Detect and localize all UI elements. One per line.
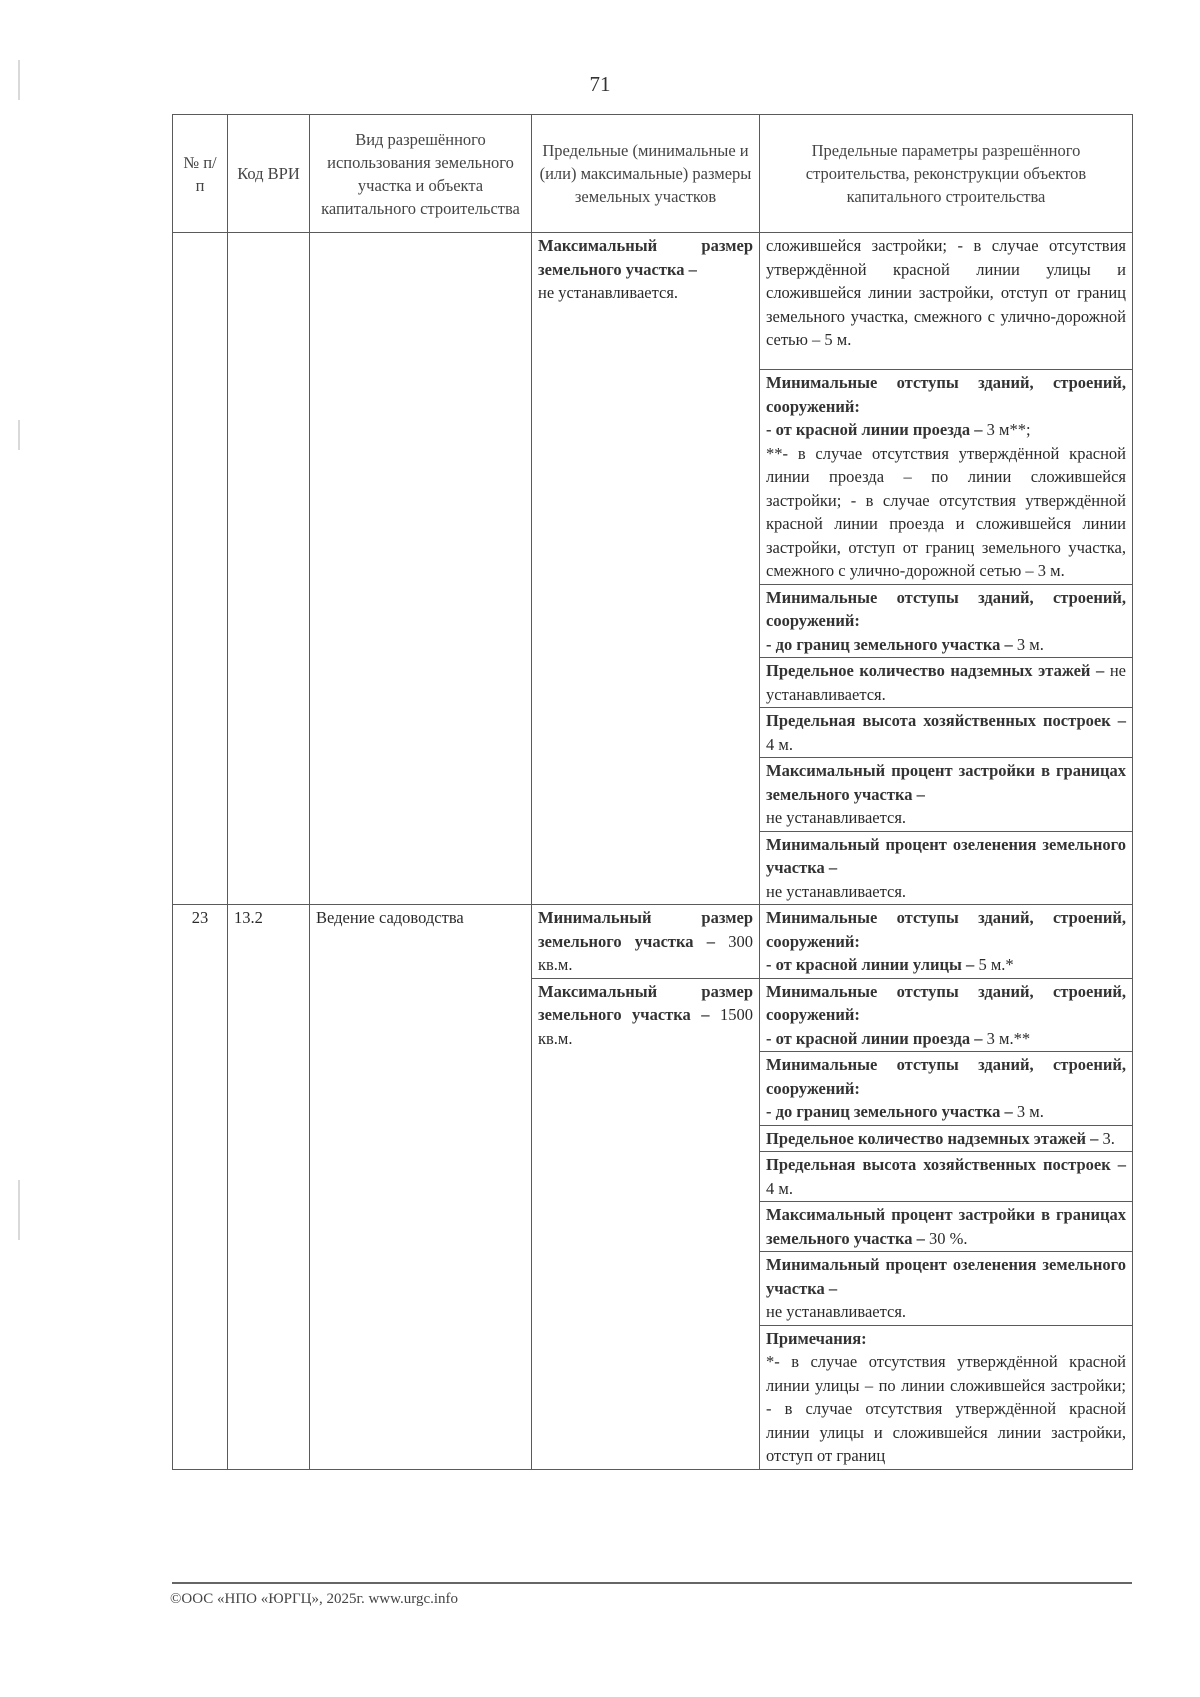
size-max-value: не устанавливается. [538,283,679,302]
params-list [760,905,1132,1469]
page-number: 71 [589,72,611,96]
table-row [173,905,1133,1470]
scan-edge-mark [18,1180,20,1240]
footer-copyright: ©ООС «НПО «ЮРГЦ», 2025г. www.urgc.info [170,1591,459,1607]
table-row [173,233,1133,905]
sizes-list [532,905,759,1051]
param-item: Минимальные отступы зданий, строений, сооружений: - до границ земельного участка – 3 м. [760,584,1132,658]
param-item: Минимальные отступы зданий, строений, сооружений: - от красной линии проезда – 3 м.** [760,978,1132,1052]
size-max-label: Максимальный размер земельного участка – [538,236,753,279]
params-list [760,233,1132,904]
cell-num-cont [173,233,228,905]
cell-params-cont [760,233,1133,905]
header-sizes: Предельные (минимальные и (или) максимальные) размеры земельных участков [532,115,760,233]
param-item: Минимальные отступы зданий, строений, сооружений: - от красной линии улицы – 5 м.* [760,905,1132,978]
param-item: Максимальный процент застройки в границах земельного участка – не устанавливается. [760,758,1132,832]
param-item: сложившейся застройки; - в случае отсутствия утверждённой красной линии улицы и сложившейся линии застройки, отступ от границ земельного участка, смежного с улично-дорожной сетью – 5 м. [760,233,1132,370]
param-item: Предельная высота хозяйственных построек – 4 м. [760,708,1132,758]
notes-item: Примечания: *- в случае отсутствия утверждённой красной линии улицы – по линии сложившейся застройки; - в случае отсутствия утверждённой красной линии улицы и сложившейся линии застройки, отступ от границ [766,1328,1126,1465]
table-header-row [173,115,1133,233]
param-item: Предельное количество надземных этажей – не устанавливается. [760,658,1132,708]
cell-use: Ведение садоводства [310,905,532,1470]
header-num: № п/п [173,115,228,233]
footer-divider [172,1582,1132,1584]
cell-code-cont [228,233,310,905]
param-item: Минимальный процент озеленения земельного участка – не устанавливается. [760,1252,1132,1326]
cell-use-cont [310,233,532,905]
param-item: Максимальный процент застройки в границах земельного участка – 30 %. [760,1202,1132,1252]
size-item: Минимальный размер земельного участка – 300 кв.м. [532,905,759,978]
size-item: Максимальный размер земельного участка – 1500 кв.м. [538,981,753,1048]
scan-edge-mark [18,420,20,450]
header-code: Код ВРИ [228,115,310,233]
param-item: Предельное количество надземных этажей – 3. [760,1125,1132,1152]
param-item: Минимальные отступы зданий, строений, сооружений: - от красной линии проезда – 3 м**; **- в случае отсутствия утверждённой красной линии проезда – по линии сложившейся застройки; - в случае отсутствия утверждённой красной линии проезда и сложившейся линии застройки, отступ от границ земельного участка, смежного с улично-дорожной сетью – 3 м. [760,370,1132,585]
cell-size-cont [532,233,760,905]
param-item: Минимальные отступы зданий, строений, сооружений: - до границ земельного участка – 3 м. [760,1052,1132,1126]
header-params: Предельные параметры разрешённого строительства, реконструкции объектов капитального строительства [760,115,1133,233]
cell-num: 23 [173,905,228,1470]
cell-params [760,905,1133,1470]
param-item: Минимальный процент озеленения земельного участка – не устанавливается. [766,834,1126,901]
regulations-table [172,114,1133,1470]
cell-code: 13.2 [228,905,310,1470]
cell-sizes [532,905,760,1470]
header-use: Вид разрешённого использования земельного участка и объекта капитального строительства [310,115,532,233]
param-item: Предельная высота хозяйственных построек – 4 м. [760,1152,1132,1202]
